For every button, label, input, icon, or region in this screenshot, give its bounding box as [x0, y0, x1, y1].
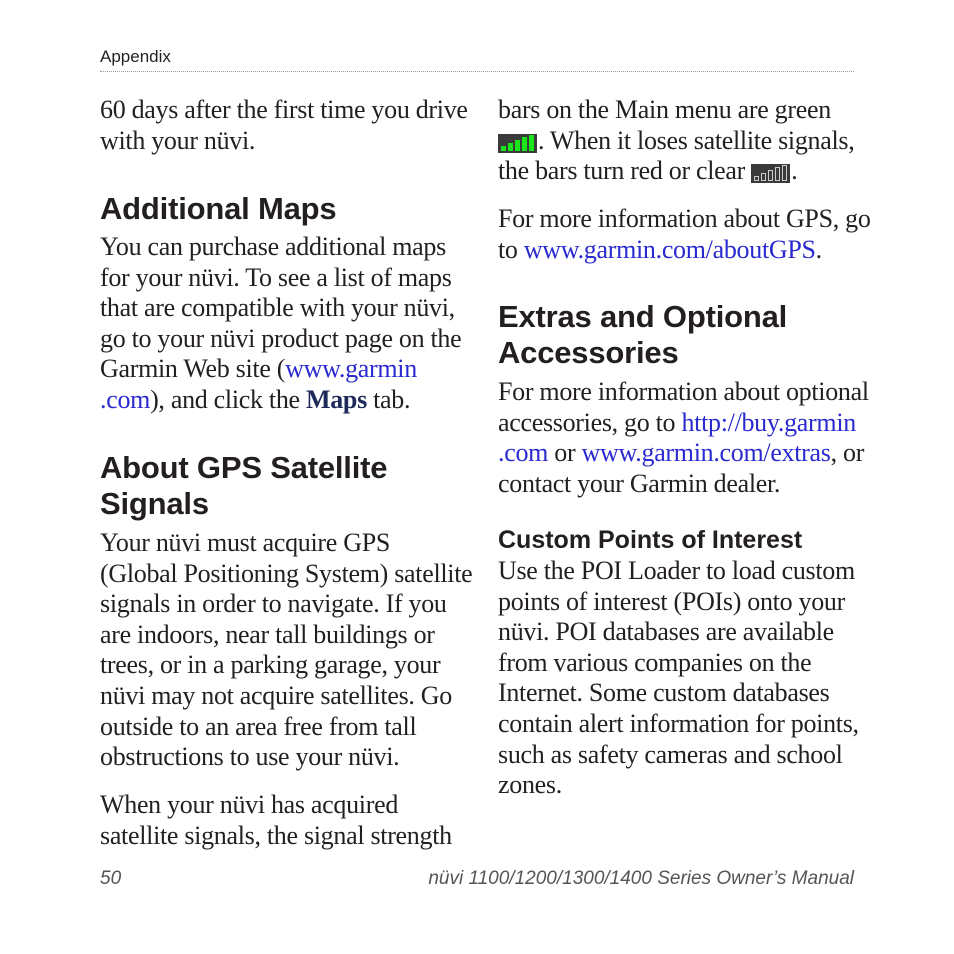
- running-header: Appendix: [100, 47, 171, 66]
- text-segment: from various companies on the: [498, 647, 812, 677]
- text-segment: accessories, go to: [498, 407, 682, 437]
- text-segment: to: [498, 234, 524, 264]
- text-line: [100, 742, 472, 773]
- text-line: [100, 232, 461, 263]
- text-line: [100, 620, 472, 651]
- text-segment: that are compatible with your nüvi,: [100, 293, 455, 323]
- text-segment: are indoors, near tall buildings or: [100, 619, 435, 649]
- text-segment: obstructions to use your nüvi.: [100, 742, 400, 772]
- text-segment: signals in order to navigate. If you: [100, 589, 447, 619]
- text-line: [498, 556, 859, 587]
- signal-bars-clear-icon: [751, 164, 790, 183]
- text-line: [498, 408, 869, 439]
- text-segment: For more information about GPS, go: [498, 204, 871, 233]
- text-segment: or: [548, 438, 582, 468]
- text-line: [100, 712, 472, 743]
- more-gps-paragraph: [498, 204, 871, 265]
- text-segment: . When it loses satellite signals,: [538, 125, 855, 155]
- link[interactable]: www.garmin: [285, 354, 417, 384]
- text-line: [100, 95, 468, 126]
- text-line: [498, 678, 859, 709]
- intro-paragraph: [100, 95, 468, 156]
- link[interactable]: http://buy.garmin: [681, 407, 856, 437]
- text-line: [100, 650, 472, 681]
- text-line: [498, 126, 854, 157]
- text-segment: such as safety cameras and school: [498, 739, 843, 769]
- text-segment: with your nüvi.: [100, 125, 256, 155]
- text-line: [100, 790, 452, 821]
- text-line: [100, 126, 468, 157]
- text-line: [498, 377, 869, 408]
- manual-title: nüvi 1100/1200/1300/1400 Series Owner’s Manual: [428, 868, 854, 889]
- text-segment: Internet. Some custom databases: [498, 678, 830, 708]
- link[interactable]: .com: [100, 384, 151, 414]
- text-segment: for your nüvi. To see a list of maps: [100, 262, 452, 292]
- heading-gps-line1: About GPS Satellite: [100, 450, 388, 485]
- text-segment: points of interest (POIs) onto your: [498, 586, 845, 616]
- text-line: [100, 681, 472, 712]
- text-segment: When your nüvi has acquired: [100, 790, 399, 819]
- heading-extras-line2: Accessories: [498, 335, 679, 370]
- page-number: 50: [100, 868, 122, 889]
- text-segment: outside to an area free from tall: [100, 711, 417, 741]
- text-line: [498, 156, 854, 187]
- text-line: [498, 740, 859, 771]
- text-line: [100, 263, 461, 294]
- text-line: [100, 589, 472, 620]
- text-line: [100, 324, 461, 355]
- text-segment: 60 days after the first time you drive: [100, 95, 468, 124]
- text-line: [100, 354, 461, 385]
- bold-term: Maps: [305, 384, 367, 414]
- text-segment: the bars turn red or clear: [498, 156, 752, 186]
- poi-paragraph: [498, 556, 859, 801]
- text-segment: satellite signals, the signal strength: [100, 820, 452, 850]
- text-segment: contain alert information for points,: [498, 708, 859, 738]
- link[interactable]: .com: [498, 438, 549, 468]
- text-segment: contact your Garmin dealer.: [498, 468, 781, 498]
- text-line: [100, 528, 472, 559]
- text-segment: go to your nüvi product page on the: [100, 323, 462, 353]
- gps-paragraph-2: [100, 790, 452, 851]
- text-segment: , or: [830, 438, 865, 468]
- text-line: [100, 293, 461, 324]
- text-line: [498, 95, 854, 126]
- text-segment: nüvi may not acquire satellites. Go: [100, 680, 452, 710]
- heading-extras-line1: Extras and Optional: [498, 299, 788, 334]
- heading-custom-poi: Custom Points of Interest: [498, 526, 803, 554]
- text-line: [100, 559, 472, 590]
- text-line: [498, 469, 869, 500]
- text-segment: bars on the Main menu are green: [498, 95, 831, 124]
- text-line: [498, 709, 859, 740]
- text-segment: nüvi. POI databases are available: [498, 617, 834, 647]
- text-segment: ), and click the: [150, 384, 306, 414]
- text-line: [498, 438, 869, 469]
- text-segment: You can purchase additional maps: [100, 232, 446, 261]
- gps-paragraph: [100, 528, 472, 773]
- text-segment: Garmin Web site (: [100, 354, 286, 384]
- text-segment: tab.: [366, 384, 411, 414]
- signal-bars-paragraph: [498, 95, 854, 187]
- text-line: [100, 385, 461, 416]
- text-segment: zones.: [498, 770, 562, 800]
- text-line: [498, 617, 859, 648]
- text-line: [498, 235, 871, 266]
- extras-paragraph: [498, 377, 869, 499]
- text-line: [498, 204, 871, 235]
- text-segment: .: [791, 156, 798, 186]
- signal-bars-green-icon: [498, 134, 537, 153]
- text-segment: .: [815, 234, 822, 264]
- link[interactable]: www.garmin.com/extras: [581, 438, 831, 468]
- additional-maps-paragraph: [100, 232, 461, 416]
- text-line: [100, 821, 452, 852]
- text-line: [498, 587, 859, 618]
- text-segment: For more information about optional: [498, 377, 869, 406]
- heading-additional-maps: Additional Maps: [100, 191, 337, 226]
- text-segment: Your nüvi must acquire GPS: [100, 528, 391, 557]
- text-line: [498, 648, 859, 679]
- text-segment: trees, or in a parking garage, your: [100, 650, 441, 680]
- heading-gps-line2: Signals: [100, 486, 209, 521]
- link[interactable]: www.garmin.com/aboutGPS: [523, 234, 816, 264]
- text-segment: (Global Positioning System) satellite: [100, 558, 473, 588]
- text-line: [498, 770, 859, 801]
- header-divider: [100, 71, 854, 72]
- text-segment: Use the POI Loader to load custom: [498, 556, 855, 585]
